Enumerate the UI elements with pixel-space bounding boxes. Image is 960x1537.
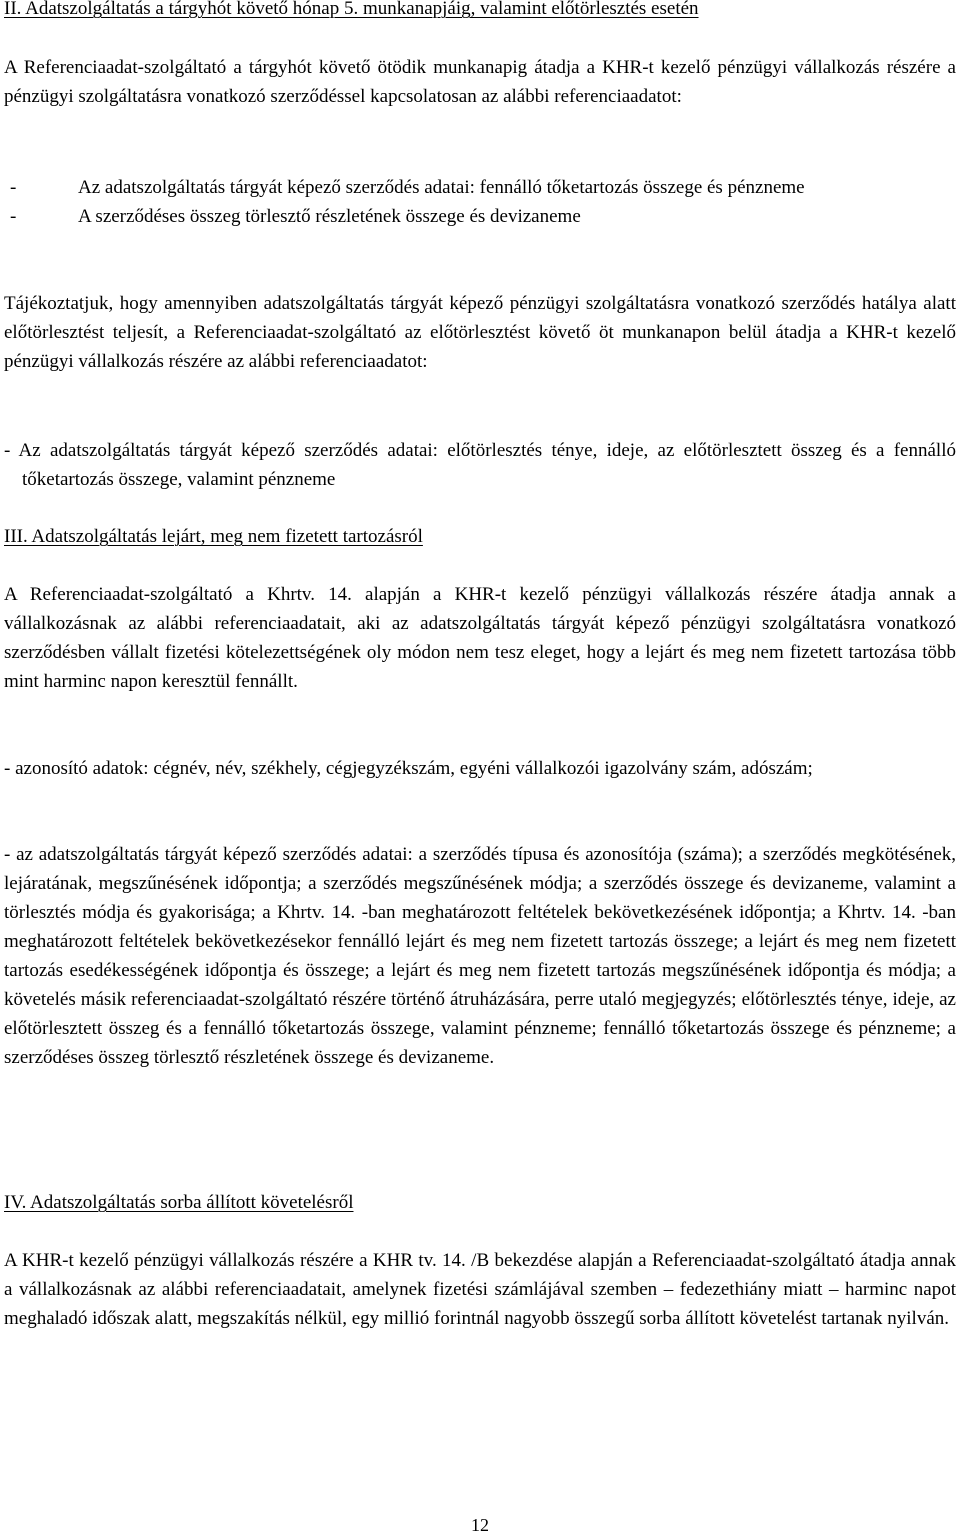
prepayment-info-paragraph: Tájékoztatjuk, hogy amennyiben adatszolgáltatás tárgyát képező pénzügyi szolgáltatásra vonatkozó szerződés hatálya alatt előtörlesztést teljesít, a Referenciaadat-szolgáltató az előtörlesztést követő öt munkanapon belül átadja a KHR-t kezelő pénzügyi vállalkozás részére az alábbi referenciaadatot: <box>4 293 956 372</box>
identification-data-item: - azonosító adatok: cégnév, név, székhely, cégjegyzékszám, egyéni vállalkozói igazolvány szám, adószám; <box>4 758 813 779</box>
bullet-dash: - <box>10 206 17 227</box>
list-item-text: Az adatszolgáltatás tárgyát képező szerződés adatai: fennálló tőketartozás összege és pénzneme <box>78 177 805 198</box>
bullet-dash: - <box>10 177 17 198</box>
section-2-intro: A Referenciaadat-szolgáltató a tárgyhót követő ötödik munkanapig átadja a KHR-t kezelő pénzügyi vállalkozás részére a pénzügyi szolgáltatásra vonatkozó szerződéssel kapcsolatosan az alábbi referenciaadatot: <box>4 57 956 107</box>
list-item <box>4 202 956 231</box>
list-item-text: A szerződéses összeg törlesztő részletének összege és devizaneme <box>78 206 581 227</box>
section-3-heading: III. Adatszolgáltatás lejárt, meg nem fizetett tartozásról <box>4 526 423 547</box>
section-4-body: A KHR-t kezelő pénzügyi vállalkozás részére a KHR tv. 14. /B bekezdése alapján a Referenciaadat-szolgáltató átadja annak a vállalkozásnak az alábbi referenciaadatait, amelynek fizetési számlájával szemben – fedezethiány miatt – harminc napot meghaladó időszak alatt, megszakítás nélkül, egy millió forintnál nagyobb összegű sorba állított követelést tartanak nyilván. <box>4 1250 956 1329</box>
prepayment-data-item: - Az adatszolgáltatás tárgyát képező szerződés adatai: előtörlesztés ténye, ideje, az előtörlesztett összeg és a fennálló tőketartozás összege, valamint pénzneme <box>4 440 956 490</box>
section-2-bullet-list <box>4 173 956 231</box>
contract-data-item: - az adatszolgáltatás tárgyát képező szerződés adatai: a szerződés típusa és azonosítója (száma); a szerződés megkötésének, lejáratának, megszűnésének időpontja; a szerződés megszűnésének módja; a szerződés összege és devizaneme, valamint a törlesztés módja és gyakorisága; a Khrtv. 14. -ban meghatározott feltételek bekövetkezésének időpontja; a Khrtv. 14. -ban meghatározott feltételek bekövetkezésekor fennálló lejárt és meg nem fizetett tartozás összege; a lejárt és meg nem fizetett tartozás esedékességének időpontja és összege; a lejárt és meg nem fizetett tartozás megszűnésének időpontja és módja; a követelés másik referenciaadat-szolgáltató részére történő átruházására, perre utaló megjegyzés; előtörlesztés ténye, ideje, az előtörlesztett összeg és a fennálló tőketartozás összege, valamint pénzneme; fennálló tőketartozás összege és pénzneme; a szerződéses összeg törlesztő részletének összege és devizaneme. <box>4 844 956 1068</box>
list-item <box>4 173 956 202</box>
section-4-heading: IV. Adatszolgáltatás sorba állított követelésről <box>4 1192 354 1213</box>
section-2-heading: II. Adatszolgáltatás a tárgyhót követő hónap 5. munkanapjáig, valamint előtörlesztés esetén <box>4 0 699 19</box>
page-number: 12 <box>471 1515 489 1535</box>
section-3-intro: A Referenciaadat-szolgáltató a Khrtv. 14. alapján a KHR-t kezelő pénzügyi vállalkozás részére átadja annak a vállalkozásnak az alábbi referenciaadatait, aki az adatszolgáltatás tárgyát képező pénzügyi szolgáltatásra vonatkozó szerződésben vállalt fizetési kötelezettségének oly módon nem tesz eleget, hogy a lejárt és meg nem fizetett tartozása több mint harminc napon keresztül fennállt. <box>4 584 956 692</box>
